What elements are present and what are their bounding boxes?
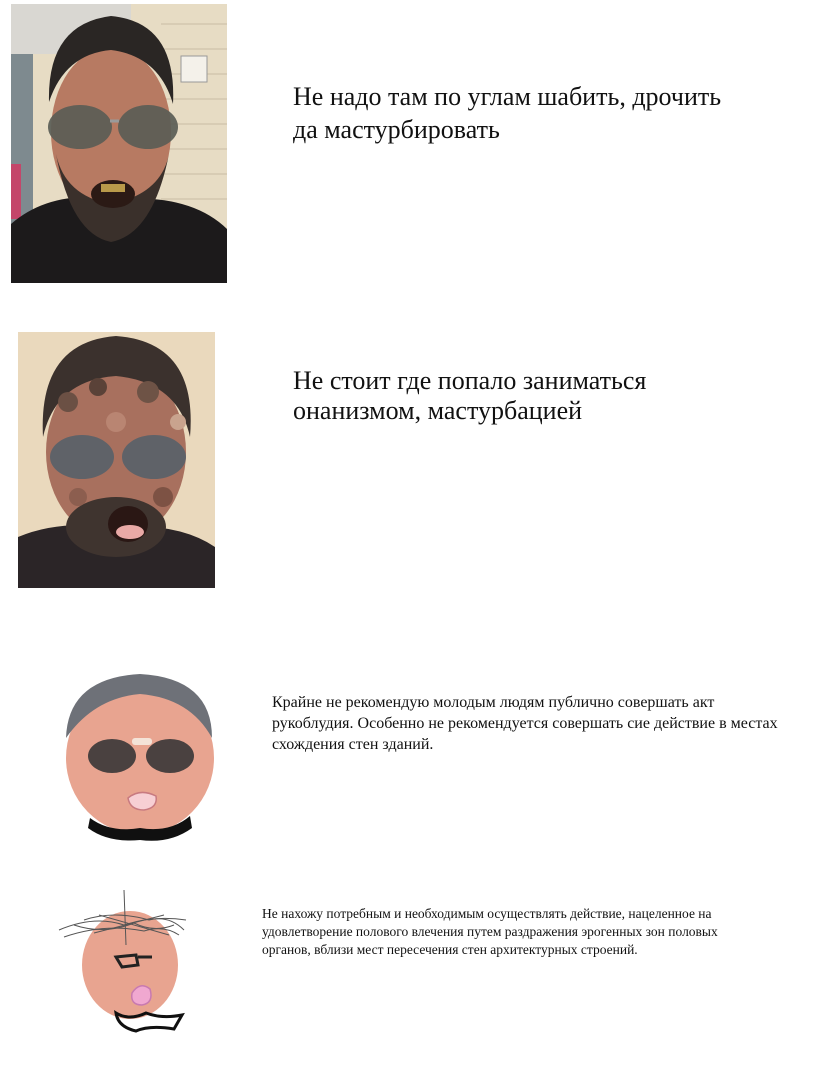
scribble-face-icon — [54, 885, 194, 1035]
panel-3-caption: Крайне не рекомендую молодым людям публично совершать акт рукоблудия. Особенно не рекомендуется совершать сие действие в местах схождения стен зданий. — [272, 694, 778, 753]
painted-man-sunglasses-icon — [18, 332, 215, 588]
photo-man-sunglasses-icon — [11, 4, 227, 283]
panel-2-caption: Не стоит где попало заниматься онанизмом, мастурбацией — [293, 366, 647, 425]
panel-4-caption: Не нахожу потребным и необходимым осуществлять действие, нацеленное на удовлетворение полового влечения путем раздражения эрогенных зон половых органов, вблизи мест пересечения стен архитектурных строений. — [262, 906, 718, 957]
cartoon-face-sunglasses-icon — [60, 668, 220, 843]
panel-1-caption: Не надо там по углам шабить, дрочить да мастурбировать — [293, 82, 722, 144]
